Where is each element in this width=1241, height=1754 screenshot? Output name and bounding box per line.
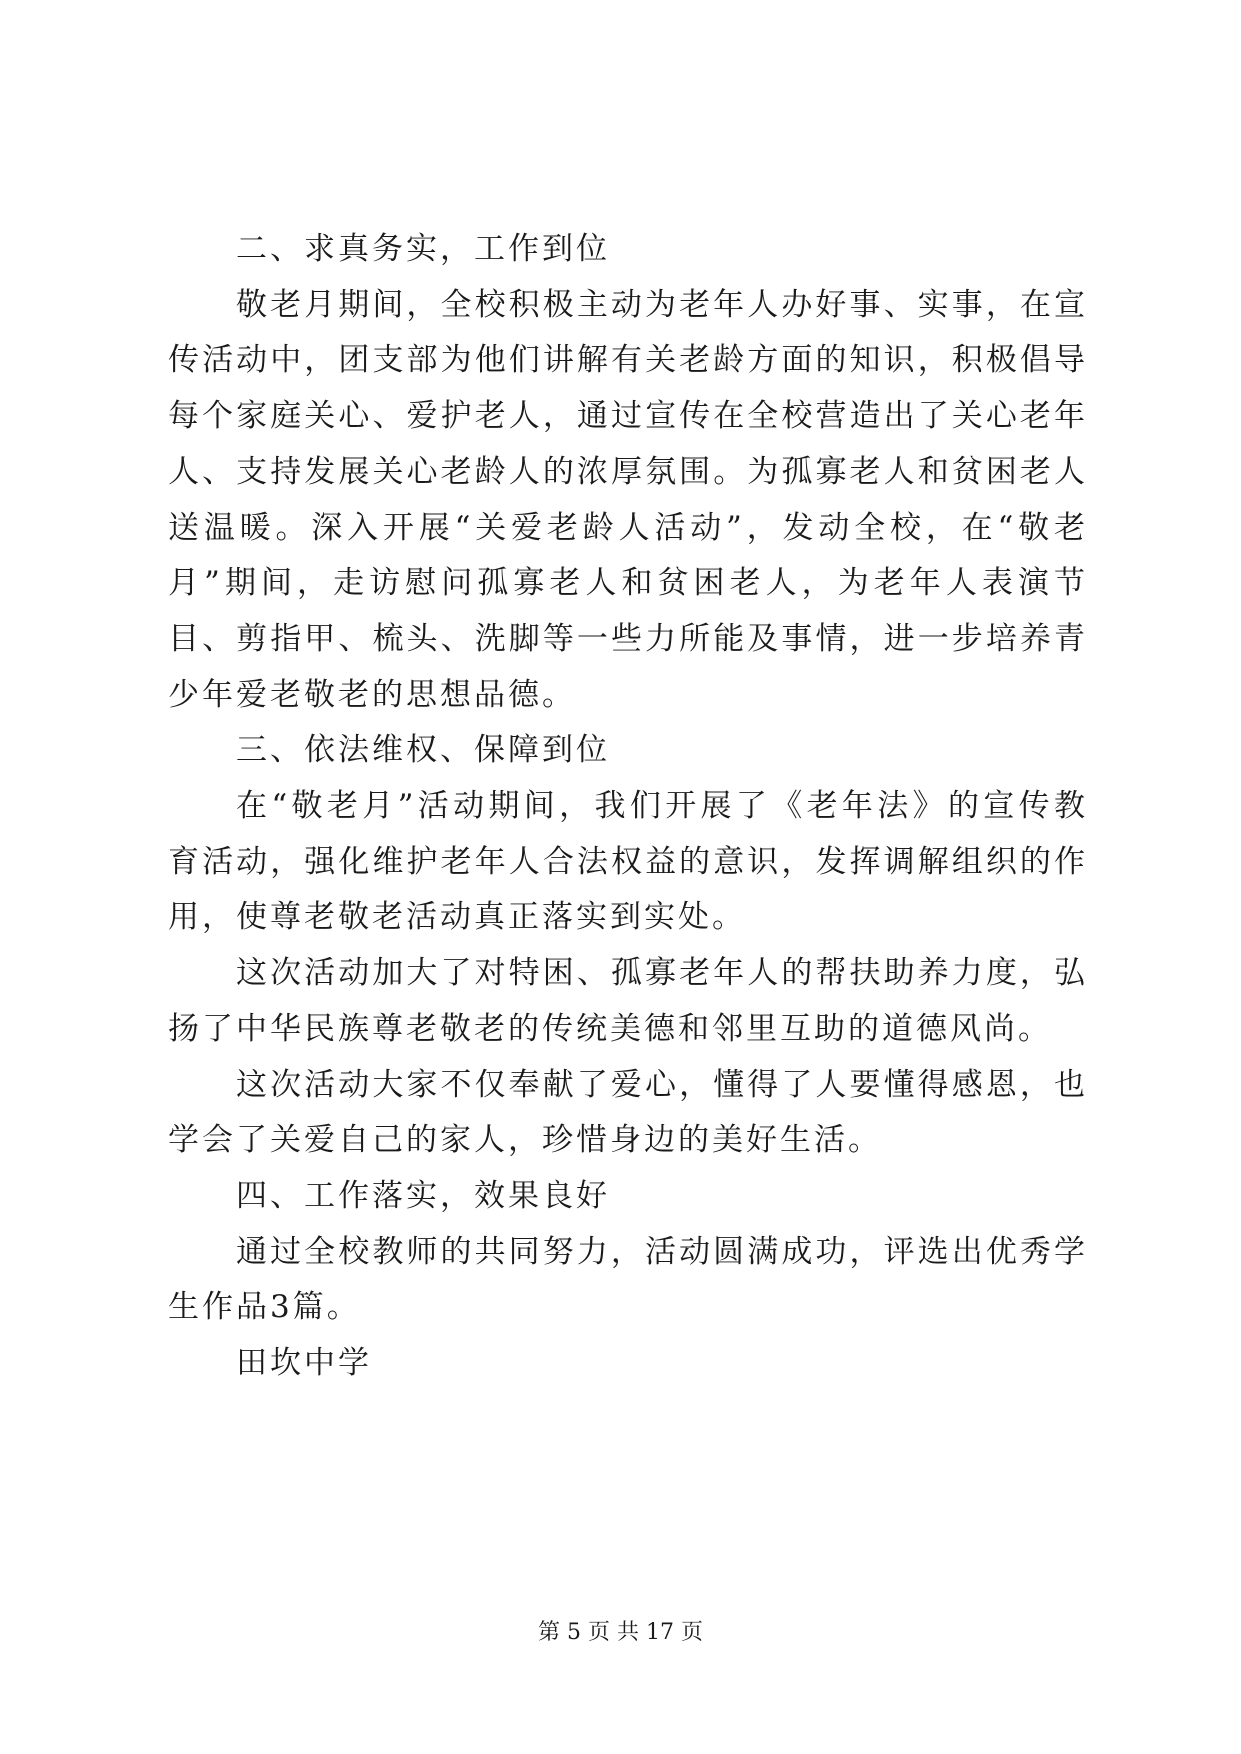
body-paragraph: 这次活动大家不仅奉献了爱心，懂得了人要懂得感恩，也学会了关爱自己的家人，珍惜身边的美好生活。 — [168, 1066, 1088, 1159]
signature-school-name: 田坎中学 — [236, 1345, 372, 1382]
page-number: 第 5 页 共 17 页 — [538, 1620, 703, 1645]
section-heading-3: 三、依法维权、保障到位 — [236, 732, 610, 769]
body-paragraph: 敬老月期间，全校积极主动为老年人办好事、实事，在宣传活动中，团支部为他们讲解有关老龄方面的知识，积极倡导每个家庭关心、爱护老人，通过宣传在全校营造出了关心老年人、支持发展关心老龄人的浓厚氛围。为孤寡老人和贫困老人送温暖。深入开展“关爱老龄人活动”，发动全校，在“敬老月”期间，走访慰问孤寡老人和贫困老人，为老年人表演节目、剪指甲、梳头、洗脚等一些力所能及事情，进一步培养青少年爱老敬老的思想品德。 — [168, 286, 1088, 713]
page-footer — [0, 1617, 1241, 1649]
section-heading-2: 二、求真务实，工作到位 — [236, 231, 610, 267]
document-body — [168, 222, 1088, 1392]
body-paragraph: 这次活动加大了对特困、孤寡老年人的帮扶助养力度，弘扬了中华民族尊老敬老的传统美德和邻里互助的道德风尚。 — [168, 955, 1088, 1047]
section-heading-4: 四、工作落实，效果良好 — [236, 1177, 610, 1214]
body-paragraph: 在“敬老月”活动期间，我们开展了《老年法》的宣传教育活动，强化维护老年人合法权益的意识，发挥调解组织的作用，使尊老敬老活动真正落实到实处。 — [168, 788, 1088, 936]
body-paragraph: 通过全校教师的共同努力，活动圆满成功，评选出优秀学生作品3篇。 — [168, 1233, 1088, 1326]
